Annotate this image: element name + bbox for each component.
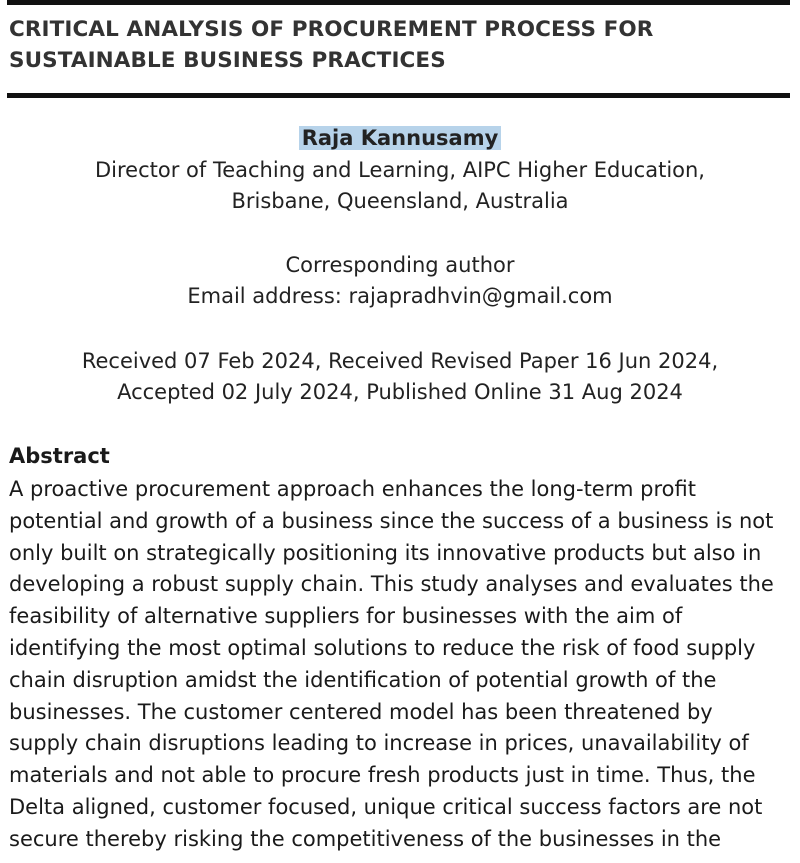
abstract-line: identifying the most optimal solutions to reduce the risk of food supply [9, 635, 756, 660]
dates-line-2: Accepted 02 July 2024, Published Online 31 Aug 2024 [117, 380, 683, 404]
abstract-line: materials and not able to procure fresh products just in time. Thus, the [9, 763, 756, 788]
email-line[interactable]: Email address: rajapradhvin@gmail.com [187, 284, 613, 308]
abstract-line: potential and growth of a business since the success of a business is not [9, 508, 774, 533]
top-rule [7, 0, 790, 5]
dates-line-1: Received 07 Feb 2024, Received Revised Paper 16 Jun 2024, [81, 349, 719, 373]
abstract-line: Delta aligned, customer focused, unique critical success factors are not [9, 794, 763, 819]
author-name[interactable]: Raja Kannusamy [299, 126, 502, 150]
affiliation-line-1: Director of Teaching and Learning, AIPC Higher Education, [95, 158, 705, 182]
paper-title [9, 14, 789, 76]
abstract-line: feasibility of alternative suppliers for businesses with the aim of [9, 604, 683, 629]
abstract-line: supply chain disruptions leading to increase in prices, unavailability of [9, 731, 749, 756]
abstract-line: only built on strategically positioning its innovative products but also in [9, 540, 762, 565]
affiliation-line-2: Brisbane, Queensland, Australia [231, 189, 569, 213]
abstract-line: developing a robust supply chain. This study analyses and evaluates the [9, 572, 774, 597]
abstract-line: businesses. The customer centered model has been threatened by [9, 699, 713, 724]
affiliation-block [0, 155, 800, 217]
abstract-line: chain disruption amidst the identification of potential growth of the [9, 667, 717, 692]
title-line-2: SUSTAINABLE BUSINESS PRACTICES [9, 48, 446, 73]
abstract-line: secure thereby risking the competitiveness of the businesses in the [9, 826, 722, 851]
title-rule [7, 93, 790, 98]
dates-block [0, 346, 800, 408]
author-block [0, 123, 800, 154]
abstract-body [9, 474, 787, 856]
abstract-line: A proactive procurement approach enhances the long-term profit [9, 477, 696, 501]
corresponding-label: Corresponding author [285, 253, 515, 277]
abstract-heading: Abstract [9, 444, 110, 468]
title-line-1: CRITICAL ANALYSIS OF PROCUREMENT PROCESS FOR [9, 17, 654, 42]
corresponding-block [0, 250, 800, 312]
